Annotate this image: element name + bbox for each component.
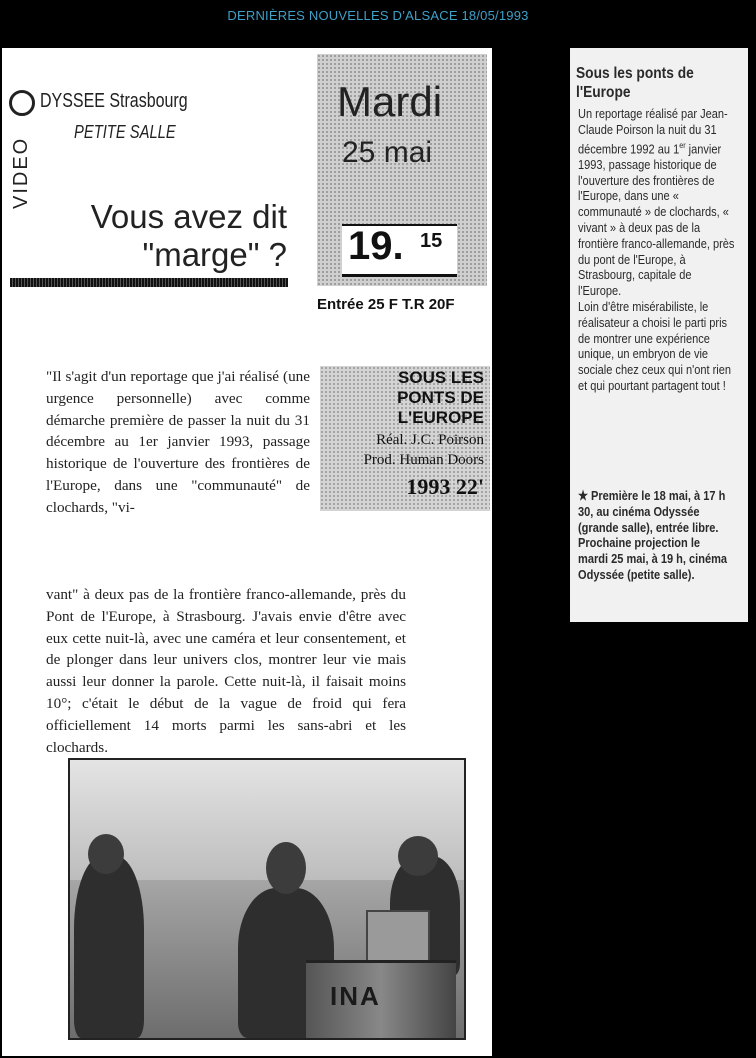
film-producer: Prod. Human Doors <box>363 452 484 468</box>
screening-time <box>342 224 457 277</box>
sidebar-body <box>578 106 736 394</box>
film-credits-box <box>320 366 490 511</box>
sidebar-body-post: janvier 1993, passage historique de l'ouverture des frontières de l'Europe, dans une « communauté » de clochards, « vivant » à deux pas de la frontière franco-allemande, près du pont de l'Europe, à Strasbourg, capitale de l'Europe. <box>578 141 735 299</box>
sidebar-screening-note: ★ Première le 18 mai, à 17 h 30, au cinéma Odyssée (grande salle), entrée libre. Prochaine projection le mardi 25 mai, à 19 h, cinéma Odyssée (petite salle). <box>578 488 728 582</box>
headline-line-2: "marge" ? <box>142 236 287 273</box>
photo-person-left <box>74 856 144 1038</box>
headline-rule <box>10 278 288 287</box>
time-minutes: 15 <box>420 230 443 252</box>
photo-head-center <box>266 842 306 894</box>
article-paragraph-b: vant" à deux pas de la frontière franco-allemande, près du Pont de l'Europe, à Strasbourg. J'avais envie d'être avec eux cette nuit-là, avec une caméra et leur consentement, et de plonger dans leur univers clos, montrer leur vie mais aussi leur donner la parole. Cette nuit-là, il faisait moins 10°; c'était le début de la vague de froid qui fera officiellement 14 morts parmi les sans-abri et les clochards. <box>46 586 406 756</box>
photo-head-right <box>398 836 438 876</box>
film-director: Réal. J.C. Poirson <box>376 432 484 448</box>
sidebar-clipping <box>570 48 748 622</box>
video-vertical-label <box>6 90 36 220</box>
sidebar-title: Sous les ponts de l'Europe <box>576 65 694 101</box>
venue-name: DYSSEE Strasbourg <box>40 90 188 112</box>
article-photo <box>68 758 466 1040</box>
sidebar-body-sup: er <box>679 139 686 150</box>
sidebar-paragraph-1 <box>578 106 736 299</box>
venue-room: PETITE SALLE <box>74 122 176 142</box>
entry-price: Entrée 25 F T.R 20F <box>317 296 455 313</box>
article-paragraph-a: "Il s'agit d'un reportage que j'ai réalisé (une urgence personnelle) avec comme démarche première de passer la nuit du 31 décembre au 1er janvier 1993, passage historique de l'ouverture des frontières de l'Europe, dans une "communauté" de clochards, "vi- <box>46 368 310 516</box>
screening-date: 25 mai <box>342 136 433 169</box>
barrel-text: INA <box>330 981 381 1011</box>
screening-day: Mardi <box>337 78 443 125</box>
photo-head-left <box>88 834 124 874</box>
film-title-line-1: SOUS LES <box>398 368 484 387</box>
photo-barrel <box>306 960 456 1040</box>
sidebar-body-pre: Un reportage réalisé par Jean-Claude Poirson la nuit du 31 décembre 1992 au 1 <box>578 106 728 157</box>
film-title-line-2: PONTS DE <box>397 388 484 407</box>
odyssee-o-icon <box>9 90 35 116</box>
video-label-text: VIDEO <box>10 136 32 209</box>
headline-line-1: Vous avez dit <box>90 198 287 235</box>
sidebar-paragraph-2: Loin d'être misérabiliste, le réalisateur a choisi le parti pris de montrer une expérience unique, un embryon de vie sociale chez ceux qui n'ont rien et qui pourtant partagent tout ! <box>578 298 732 393</box>
film-title-line-3: L'EUROPE <box>397 408 484 427</box>
main-clipping <box>2 48 492 1056</box>
source-header: DERNIÈRES NOUVELLES D’ALSACE 18/05/1993 <box>227 8 529 23</box>
film-year-duration: 1993 22' <box>406 474 484 499</box>
time-hour: 19. <box>348 224 404 268</box>
